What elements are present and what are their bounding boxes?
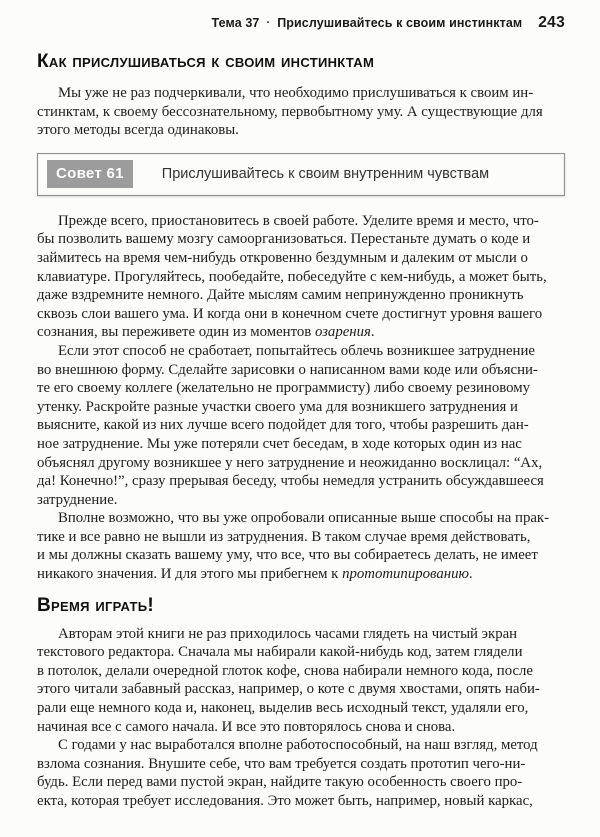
paragraph-pause-work <box>37 212 565 342</box>
text-line <box>37 509 565 528</box>
text-segment: да! Конечно!”, сразу прерывая беседу, чтобы немедля устранить обсуждавшееся <box>37 473 544 490</box>
text-line <box>37 565 565 584</box>
paragraph-time-to-act <box>37 509 565 583</box>
text-line <box>37 755 565 774</box>
text-line <box>37 121 565 140</box>
text-segment: стинктам, к своему бессознательному, первобытному уму. А существующие для <box>37 103 543 120</box>
running-head-separator: · <box>266 17 271 29</box>
text-segment: текстового редактора. Сначала мы набирали какой-нибудь код, затем глядели <box>37 644 523 661</box>
text-line <box>37 361 565 380</box>
text-segment: этого методы всегда одинаковы. <box>37 122 239 139</box>
text-segment: . <box>370 324 375 341</box>
text-segment: этого читали забавный рассказ, например, о коте с двумя хвостами, опять наби- <box>37 681 540 698</box>
paragraph-mind-hack <box>37 736 565 810</box>
running-head-chapter: Прислушивайтесь к своим инстинктам <box>277 16 523 30</box>
text-line <box>37 84 565 103</box>
running-head <box>37 0 565 32</box>
section-heading: Как прислушиваться к своим инстинктам <box>37 51 375 72</box>
text-segment: даже вздремните немного. Дайте мыслям самим непринужденно проникнуть <box>37 287 524 304</box>
text-segment: сквозь слои вашего ума. И когда они в конечном счете достигнут уровня вашего <box>37 305 543 322</box>
text-line <box>37 718 565 737</box>
text-line <box>37 643 565 662</box>
running-head-text <box>212 16 523 30</box>
text-line <box>37 491 565 510</box>
text-segment: . <box>468 566 473 583</box>
text-line <box>37 699 565 718</box>
text-segment: Прежде всего, приостановитесь в своей работе. Уделите время и место, что- <box>58 212 539 229</box>
text-segment: Мы уже не раз подчеркивали, что необходимо прислушиваться к своим ин- <box>58 85 534 101</box>
emphasis-text: озарения <box>314 324 371 341</box>
paragraph-blank-editor <box>37 625 565 737</box>
text-segment: затруднение. <box>37 491 118 508</box>
text-segment: С годами у нас выработался вполне работоспособный, на наш взгляд, метод <box>58 737 538 754</box>
text-line <box>37 323 565 342</box>
paragraph-intro <box>37 84 565 140</box>
text-segment: взлома сознания. Внушите себе, что вам требуется создать прототип чего-ни- <box>37 755 526 772</box>
text-line <box>37 212 565 231</box>
text-line <box>37 736 565 755</box>
text-segment: тике и все равно не вышли из затруднения. В таком случае время действовать, <box>37 528 531 545</box>
text-line <box>37 286 565 305</box>
page-number: 243 <box>538 14 565 31</box>
text-segment: бы позволить вашему мозгу самоорганизоваться. Перестаньте думать о коде и <box>37 231 531 248</box>
text-line <box>37 305 565 324</box>
text-segment: Вполне возможно, что вы уже опробовали описанные выше способы на прак- <box>58 510 550 527</box>
text-line <box>37 342 565 361</box>
text-segment: Если этот способ не сработает, попытайтесь облечь возникшее затруднение <box>58 342 535 359</box>
text-segment: и мы должны сказать вашему уму, что все, что вы собираетесь делать, не имеет <box>37 547 538 564</box>
tip-badge: Совет 61 <box>47 160 133 188</box>
text-line <box>37 773 565 792</box>
tip-label: Прислушивайтесь к своим внутренним чувствам <box>161 166 490 183</box>
text-segment: будь. Если перед вами пустой экран, найдите такую особенность своего про- <box>37 774 523 791</box>
text-segment: в потолок, делали очередной глоток кофе, снова набирали немного кода, после <box>37 662 533 679</box>
text-segment: никакого значения. И для этого мы прибегнем к <box>37 566 343 583</box>
emphasis-text: прототипированию <box>342 566 469 583</box>
text-segment: ное затруднение. Мы уже потеряли счет беседам, в ходе которых один из нас <box>37 435 522 452</box>
text-line <box>37 472 565 491</box>
text-segment: начиная все с самого начала. И все это повторялось снова и снова. <box>37 718 456 735</box>
running-head-topic: Тема 37 <box>211 16 260 30</box>
text-line <box>37 662 565 681</box>
text-line <box>37 103 565 122</box>
text-line <box>37 398 565 417</box>
text-segment: те его своему коллеге (желательно не программисту) либо своему резиновому <box>37 380 530 397</box>
tip-box <box>37 153 565 196</box>
text-segment: выясните, какой из них лучше всего подойдет для того, чтобы разрешить дан- <box>37 417 529 434</box>
text-line <box>37 249 565 268</box>
text-line <box>37 528 565 547</box>
text-segment: сознания, вы переживете один из моментов <box>37 324 315 341</box>
text-line <box>37 230 565 249</box>
text-line <box>37 268 565 287</box>
text-segment: Авторам этой книги не раз приходилось часами глядеть на чистый экран <box>58 625 518 642</box>
text-line <box>37 792 565 811</box>
text-line <box>37 546 565 565</box>
text-line <box>37 435 565 454</box>
subsection-heading: Время играть! <box>37 594 155 616</box>
text-line <box>37 379 565 398</box>
text-segment: объяснял другому возникшее у него затруднение и неожиданно восклицал: “Ах, <box>37 454 543 471</box>
text-line <box>37 680 565 699</box>
text-segment: рали еще немного кода и, наконец, выделив весь исходный текст, удаляли его, <box>37 700 529 717</box>
text-line <box>37 454 565 473</box>
text-segment: клавиатуре. Прогуляйтесь, пообедайте, побеседуйте с кем-нибудь, а может быть, <box>37 268 547 285</box>
text-line <box>37 416 565 435</box>
text-segment: екта, которая требует исследования. Это может быть, например, новый каркас, <box>37 793 533 809</box>
text-segment: утенку. Раскройте разные участки своего ума для возникшего затруднения и <box>37 398 518 415</box>
text-segment: займитесь на время чем-нибудь откровенно бездумным и далеким от мысли о <box>37 249 528 266</box>
text-segment: во внешнюю форму. Сделайте зарисовки о написанном вами коде или объясни- <box>37 361 538 378</box>
paragraph-externalize <box>37 342 565 509</box>
text-line <box>37 625 565 644</box>
